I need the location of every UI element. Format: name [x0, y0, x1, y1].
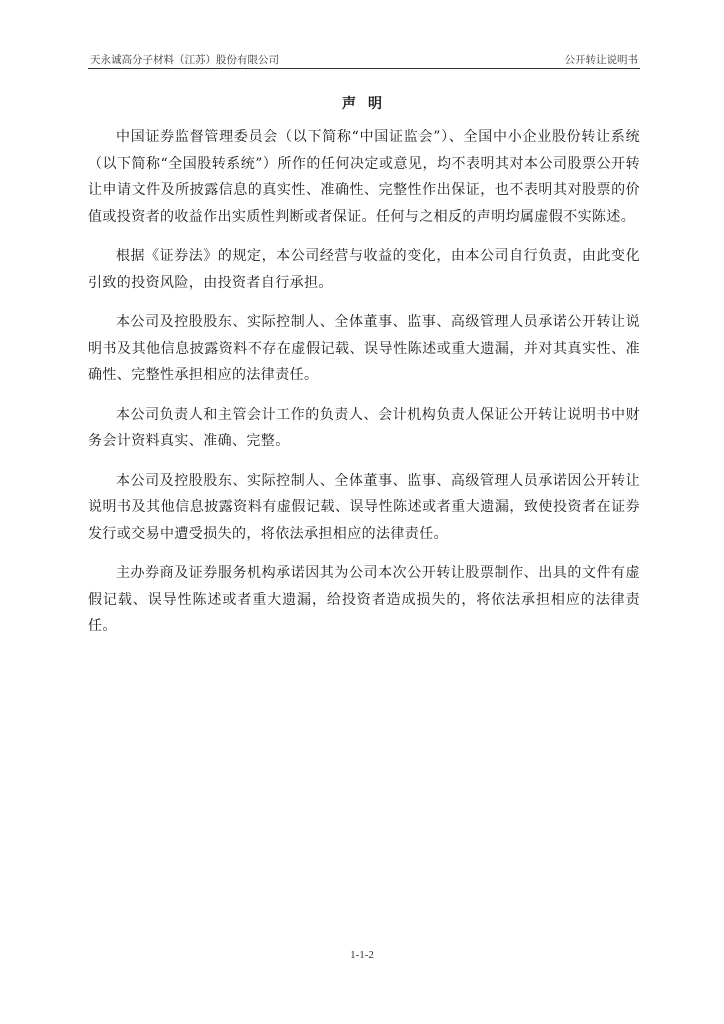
statement-paragraph-accuracy-commitment: 本公司及控股股东、实际控制人、全体董事、监事、高级管理人员承诺公开转让说明书及其他信息披露资料不存在虚假记载、误导性陈述或重大遗漏，并对其真实性、准确性、完整性承担相应的法律责任。 [88, 314, 640, 383]
page-number: 1-1-2 [350, 949, 374, 961]
statement-paragraph-liability-commitment: 本公司及控股股东、实际控制人、全体董事、监事、高级管理人员承诺因公开转让说明书及其他信息披露资料有虚假记载、误导性陈述或者重大遗漏，致使投资者在证券发行或交易中遭受损失的，将依法承担相应的法律责任。 [88, 472, 640, 542]
statement-paragraph-broker-commitment: 主办券商及证券服务机构承诺因其为公司本次公开转让股票制作、出具的文件有虚假记载、误导性陈述或者重大遗漏，给投资者造成损失的，将依法承担相应的法律责任。 [88, 565, 640, 634]
header-company-name: 天永诚高分子材料（江苏）股份有限公司 [90, 54, 279, 66]
page-header [88, 50, 640, 69]
statement-body [88, 124, 640, 653]
statement-paragraph-csrc: 中国证券监督管理委员会（以下简称“中国证监会”）、全国中小企业股份转让系统（以下简称“全国股转系统”）所作的任何决定或意见，均不表明其对本公司股票公开转让申请文件及所披露信息的真实性、准确性、完整性作出保证，也不表明其对股票的价值或投资者的收益作出实质性判断或者保证。任何与之相反的声明均属虚假不实陈述。 [88, 129, 640, 225]
header-document-type: 公开转让说明书 [564, 54, 638, 66]
statement-paragraph-securities-law: 根据《证券法》的规定，本公司经营与收益的变化，由本公司自行负责，由此变化引致的投资风险，由投资者自行承担。 [88, 248, 640, 291]
page-title: 声明 [342, 96, 394, 112]
statement-paragraph-financial-guarantee: 本公司负责人和主管会计工作的负责人、会计机构负责人保证公开转让说明书中财务会计资料真实、准确、完整。 [88, 406, 640, 449]
